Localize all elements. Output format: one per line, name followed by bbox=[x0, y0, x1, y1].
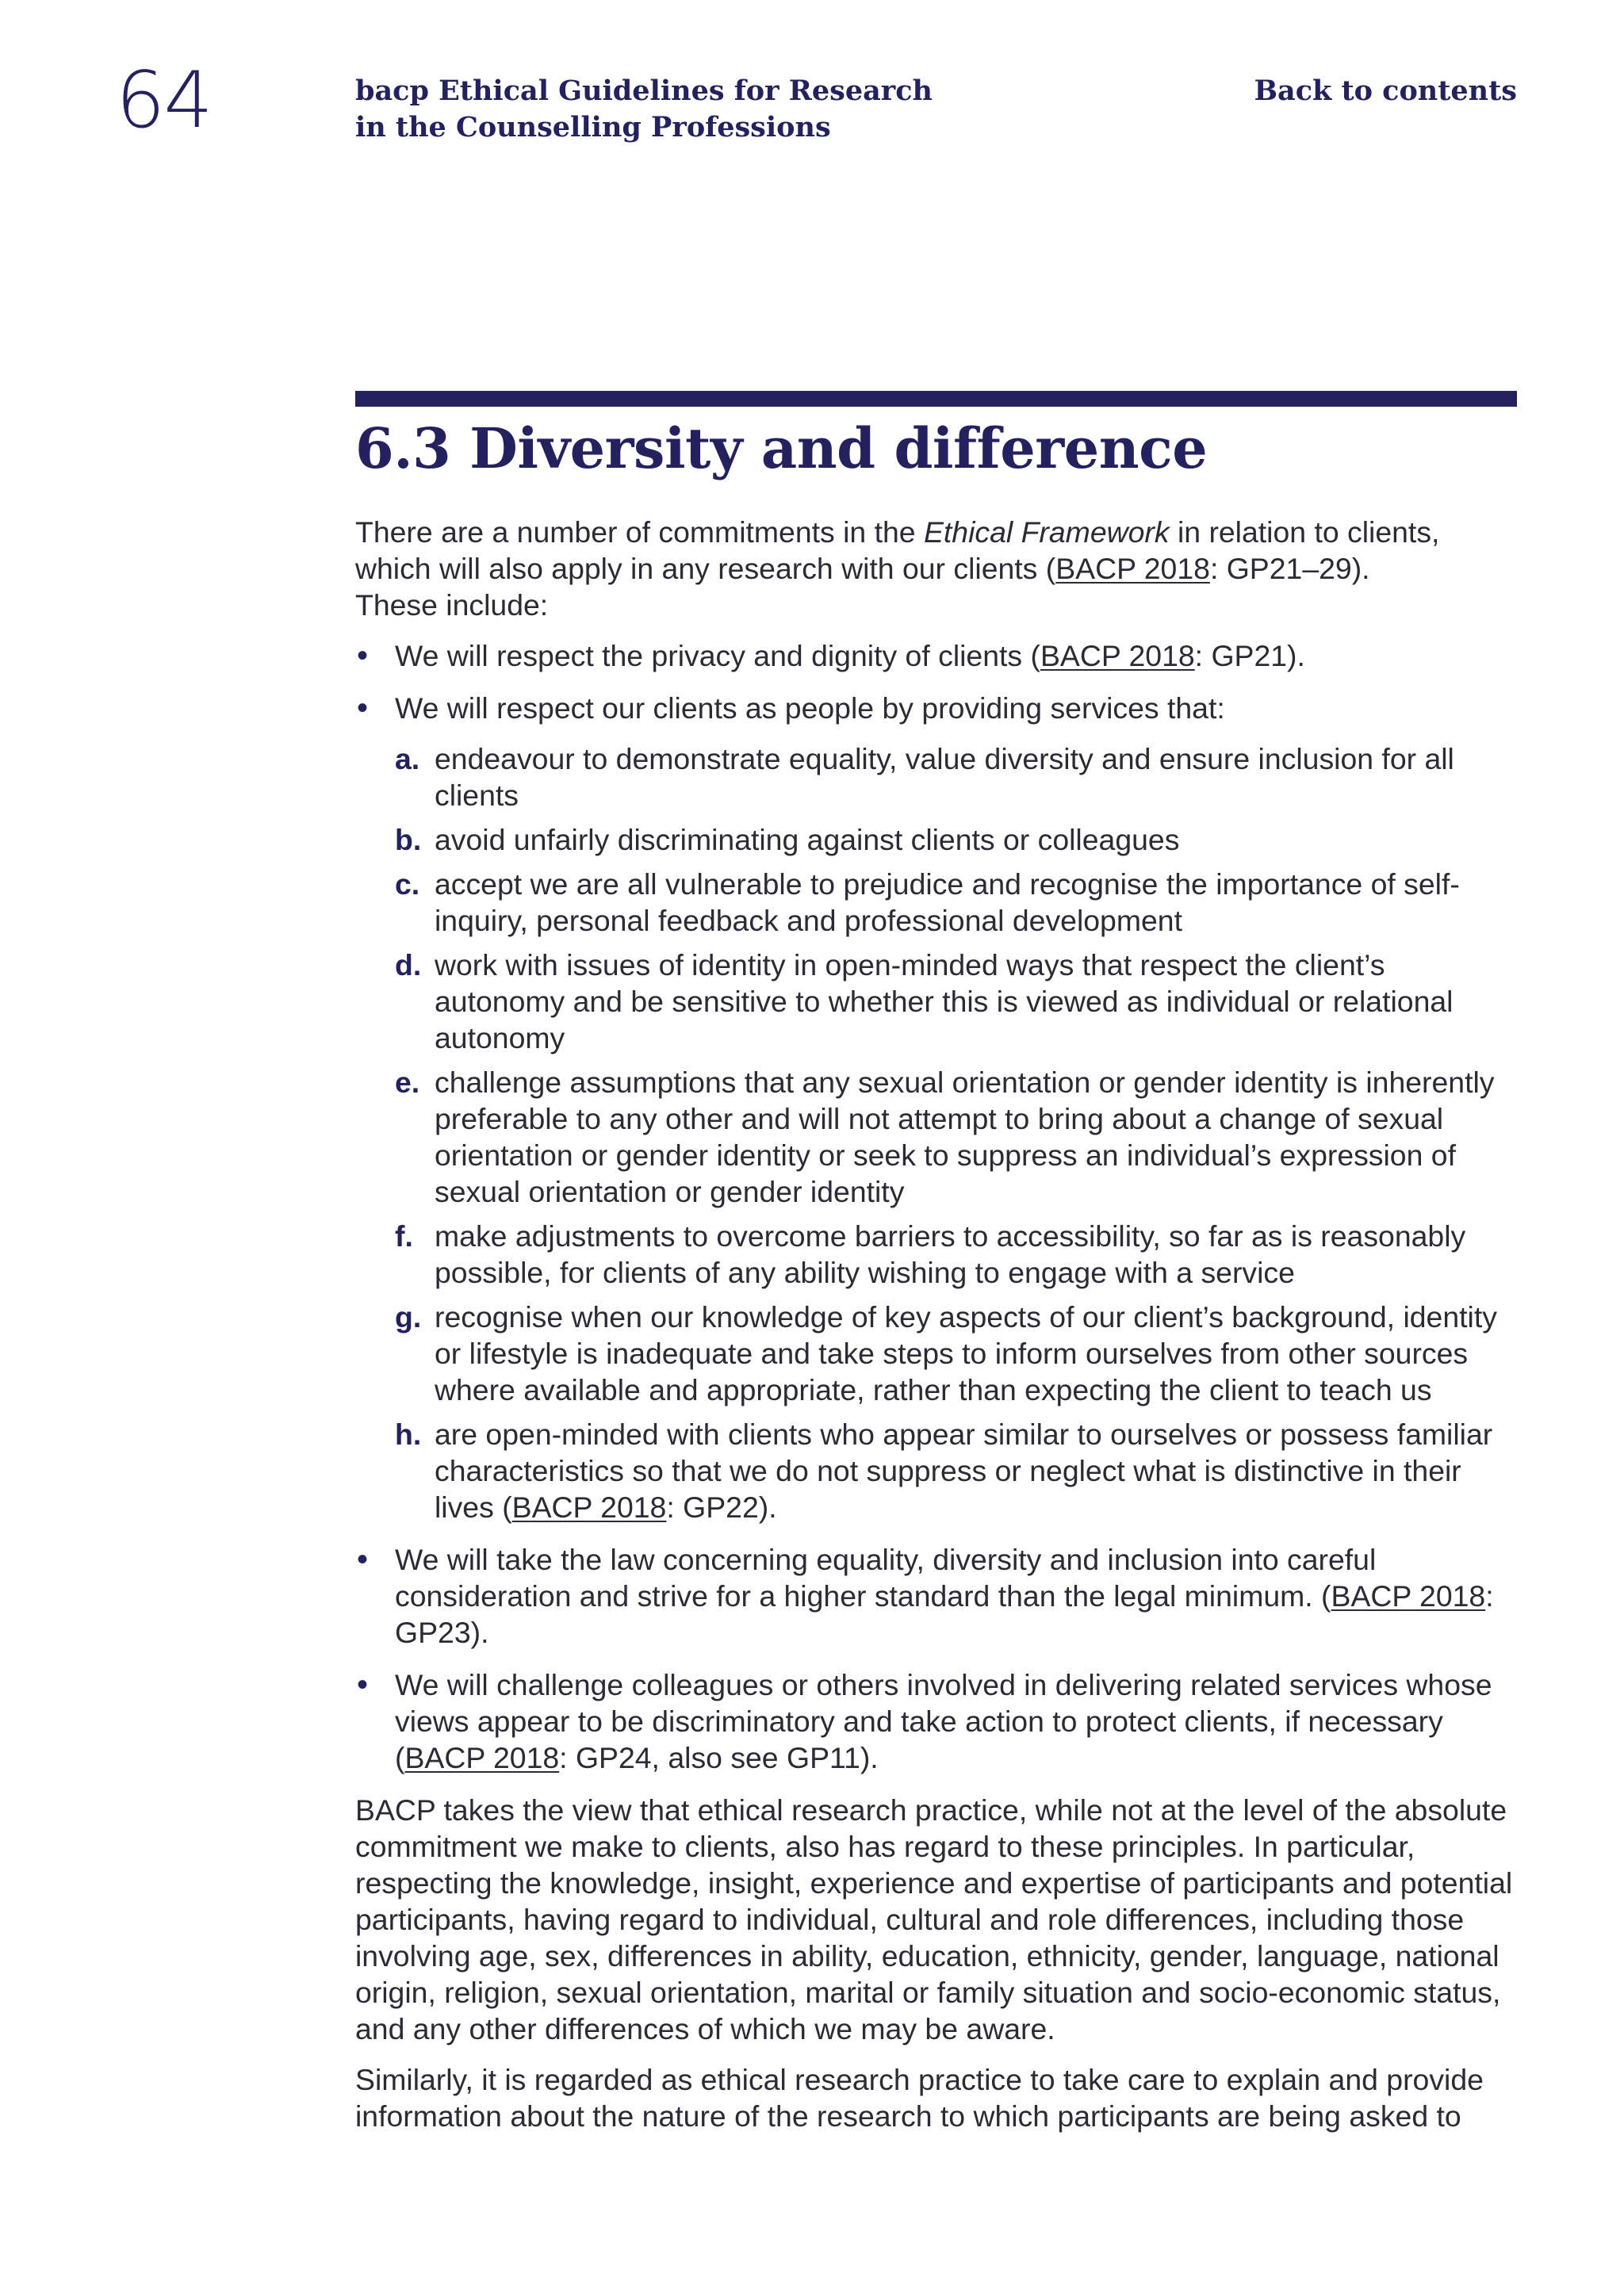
sublist-text: challenge assumptions that any sexual orientation or gender identity is inherently preferable to any other and will not attempt to bring about a change of sexual orientation or gender identity or seek to suppress an individual’s expression of sexual orientation or gender identity bbox=[435, 1066, 1495, 1208]
services-sublist bbox=[395, 740, 1521, 1525]
intro-text: : GP21–29). bbox=[1209, 552, 1370, 585]
list-letter: g. bbox=[395, 1300, 422, 1334]
sublist-item-h bbox=[395, 1416, 1521, 1525]
list-letter: c. bbox=[395, 867, 420, 901]
list-letter: b. bbox=[395, 823, 422, 856]
intro-text: in relation to clients, bbox=[1169, 515, 1440, 549]
sublist-text: accept we are all vulnerable to prejudice and recognise the importance of self-inquiry, personal feedback and professional development bbox=[435, 867, 1460, 937]
list-letter: d. bbox=[395, 948, 422, 982]
sublist-item-e bbox=[395, 1064, 1521, 1210]
back-to-contents-link[interactable]: Back to contents bbox=[1254, 75, 1517, 107]
section-body bbox=[355, 514, 1521, 2149]
commitments-list bbox=[355, 637, 1521, 1776]
document-title-line-1: bacp Ethical Guidelines for Research bbox=[355, 75, 933, 107]
intro-line-1 bbox=[355, 514, 1521, 550]
list-letter: h. bbox=[395, 1418, 422, 1451]
bullet-item bbox=[355, 690, 1521, 1525]
sublist-item-d bbox=[395, 947, 1521, 1056]
intro-line-3: These include: bbox=[355, 588, 549, 622]
page-number: 64 bbox=[116, 55, 212, 146]
sublist-text: avoid unfairly discriminating against clients or colleagues bbox=[435, 823, 1180, 856]
list-letter: a. bbox=[395, 742, 420, 775]
section-divider bbox=[355, 391, 1517, 407]
bullet-text: We will respect our clients as people by providing services that: bbox=[395, 691, 1225, 725]
intro-paragraph bbox=[355, 514, 1521, 623]
bullet-item bbox=[355, 1667, 1521, 1776]
bullet-item bbox=[355, 637, 1521, 674]
document-title-line-2: in the Counselling Professions bbox=[355, 111, 831, 144]
body-paragraph: Similarly, it is regarded as ethical research practice to take care to explain and provide information about the nature of the research to which participants are being asked to bbox=[355, 2063, 1484, 2133]
body-paragraph: BACP takes the view that ethical research practice, while not at the level of the absolute commitment we make to clients, also has regard to these principles. In particular, respecting the knowledge, insight, experience and expertise of participants and potential participants, having regard to individual, cultural and role differences, including those involving age, sex, differences in ability, education, ethnicity, gender, language, national origin, religion, sexual orientation, marital or family situation and socio-economic status, and any other differences of which we may be aware. bbox=[355, 1793, 1513, 2045]
sublist-text: are open-minded with clients who appear similar to ourselves or possess familiar characteristics so that we do not suppress or neglect what is distinctive in their lives ( bbox=[435, 1418, 1493, 1524]
sublist-item-f bbox=[395, 1218, 1521, 1291]
sublist-text: endeavour to demonstrate equality, value diversity and ensure inclusion for all clients bbox=[435, 742, 1454, 812]
intro-text: There are a number of commitments in the bbox=[355, 515, 924, 549]
intro-text: which will also apply in any research with our clients ( bbox=[355, 552, 1056, 585]
sublist-item-a bbox=[395, 740, 1521, 813]
sublist-text: work with issues of identity in open-minded ways that respect the client’s autonomy and be sensitive to whether this is viewed as individual or relational autonomy bbox=[435, 948, 1454, 1054]
bullet-text: We will challenge colleagues or others involved in delivering related services whose views appear to be discriminatory and take action to protect clients, if necessary ( bbox=[395, 1668, 1492, 1774]
bacp-2018-link[interactable]: BACP 2018 bbox=[1040, 639, 1195, 672]
bacp-2018-link[interactable]: BACP 2018 bbox=[1331, 1579, 1486, 1613]
document-title bbox=[355, 73, 958, 146]
sublist-text: recognise when our knowledge of key aspects of our client’s background, identity or lifestyle is inadequate and take steps to inform ourselves from other sources where available and appropriate, rather than expecting the client to teach us bbox=[435, 1300, 1497, 1406]
bullet-text: : GP23). bbox=[395, 1579, 1494, 1649]
sublist-item-g bbox=[395, 1299, 1521, 1408]
sublist-item-b bbox=[395, 821, 1521, 858]
framework-title: Ethical Framework bbox=[923, 515, 1170, 549]
bullet-text: : GP21). bbox=[1194, 639, 1305, 672]
bacp-2018-link[interactable]: BACP 2018 bbox=[1055, 552, 1210, 585]
bullet-text: We will respect the privacy and dignity of clients ( bbox=[395, 639, 1040, 672]
sublist-item-c bbox=[395, 866, 1521, 939]
list-letter: f. bbox=[395, 1219, 413, 1253]
intro-line-2 bbox=[355, 550, 1521, 587]
bullet-text: We will take the law concerning equality, diversity and inclusion into careful consideration and strive for a higher standard than the legal minimum. ( bbox=[395, 1543, 1377, 1613]
list-letter: e. bbox=[395, 1066, 420, 1099]
bacp-2018-link[interactable]: BACP 2018 bbox=[511, 1490, 667, 1524]
section-heading: 6.3 Diversity and difference bbox=[355, 415, 1208, 481]
sublist-text: : GP22). bbox=[666, 1490, 777, 1524]
bullet-text: : GP24, also see GP11). bbox=[559, 1741, 879, 1774]
bullet-item bbox=[355, 1541, 1521, 1651]
bacp-2018-link[interactable]: BACP 2018 bbox=[404, 1741, 560, 1774]
sublist-text: make adjustments to overcome barriers to accessibility, so far as is reasonably possible, for clients of any ability wishing to engage with a service bbox=[435, 1219, 1466, 1289]
